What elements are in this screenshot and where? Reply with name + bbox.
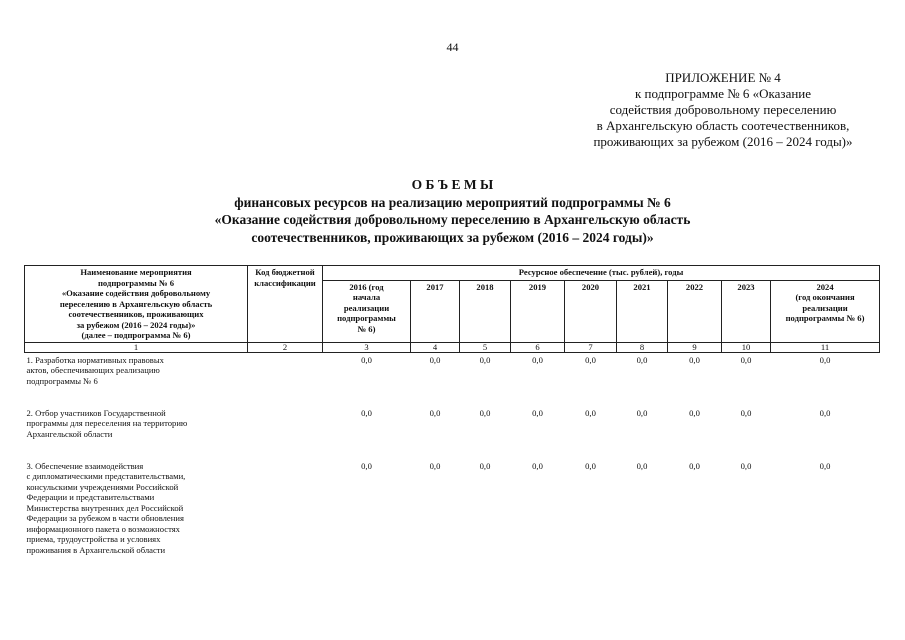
appendix-line: в Архангельскую область соотечественников, (596, 118, 850, 133)
funding-table (24, 265, 880, 574)
table-row (25, 459, 880, 574)
header-year: 2018 (460, 280, 511, 342)
value-cell: 0,0 (361, 354, 372, 365)
value-cell: 0,0 (585, 460, 596, 471)
value-cell: 0,0 (819, 460, 831, 471)
appendix-line: проживающих за рубежом (2016 – 2024 годы)» (593, 134, 853, 149)
column-number: 1 (25, 342, 248, 352)
column-number: 3 (323, 342, 411, 352)
header-activity-name: Наименование мероприятия подпрограммы № 6 «Оказание содействия добровольному переселению в Архангельскую область соотечественников, проживающих за рубежом (2016 – 2024 годы)» (далее – подпрограмма № 6) (25, 266, 248, 343)
appendix-line: содействия добровольному переселению (609, 102, 837, 117)
activity-name: 3. Обеспечение взаимодействия с дипломатическими представительствами, консульскими учреждениями Российской Федерации и представительствами Министерства внутренних дел Российской Федерации за рубежом в части обновления информационного пакета о возможностях приема, трудоустройства и условиях проживания в Архангельской области (26, 460, 186, 555)
document-title (0, 176, 905, 246)
value-cell: 0,0 (585, 407, 596, 418)
value-cell: 0,0 (479, 407, 491, 418)
column-number: 2 (248, 342, 323, 352)
value-cell: 0,0 (819, 354, 831, 365)
value-cell: 0,0 (689, 460, 700, 471)
column-number: 5 (460, 342, 511, 352)
header-year: 2017 (411, 280, 460, 342)
value-cell: 0,0 (689, 354, 700, 365)
value-cell: 0,0 (479, 354, 491, 365)
header-year-2016: 2016 (год начала реализации подпрограммы № 6) (323, 280, 411, 342)
value-cell: 0,0 (636, 354, 648, 365)
title-line: финансовых ресурсов на реализацию мероприятий подпрограммы № 6 (234, 194, 671, 210)
header-year: 2020 (565, 280, 617, 342)
column-number: 6 (511, 342, 565, 352)
value-cell: 0,0 (740, 407, 752, 418)
header-resources: Ресурсное обеспечение (тыс. рублей), годы (323, 266, 880, 281)
value-cell: 0,0 (636, 407, 648, 418)
value-cell: 0,0 (819, 407, 831, 418)
column-number: 11 (771, 342, 880, 352)
column-number: 8 (617, 342, 668, 352)
appendix-line: ПРИЛОЖЕНИЕ № 4 (665, 70, 781, 85)
activity-name: 2. Отбор участников Государственной программы для переселения на территорию Архангельской области (26, 407, 188, 439)
appendix-line: к подпрограмме № 6 «Оказание (634, 86, 812, 101)
column-number-row (25, 342, 880, 352)
value-cell: 0,0 (740, 354, 752, 365)
value-cell: 0,0 (429, 460, 441, 471)
header-year: 2019 (511, 280, 565, 342)
value-cell: 0,0 (740, 460, 752, 471)
value-cell: 0,0 (689, 407, 700, 418)
column-number: 10 (722, 342, 771, 352)
table-row (25, 406, 880, 459)
header-year: 2023 (722, 280, 771, 342)
budget-code-cell (248, 352, 323, 406)
title-line: «Оказание содействия добровольному переселению в Архангельскую область (214, 212, 691, 227)
column-number: 7 (565, 342, 617, 352)
value-cell: 0,0 (532, 460, 543, 471)
column-number: 9 (668, 342, 722, 352)
value-cell: 0,0 (429, 407, 441, 418)
activity-name: 1. Разработка нормативных правовых актов, обеспечивающих реализацию подпрограммы № 6 (26, 354, 164, 386)
value-cell: 0,0 (429, 354, 441, 365)
table-row (25, 352, 880, 406)
header-year: 2022 (668, 280, 722, 342)
value-cell: 0,0 (585, 354, 596, 365)
title-line: соотечественников, проживающих за рубежом (2016 – 2024 годы)» (251, 229, 654, 245)
title-heading: О Б Ъ Е М Ы (411, 177, 494, 192)
header-year: 2021 (617, 280, 668, 342)
value-cell: 0,0 (361, 460, 372, 471)
value-cell: 0,0 (636, 460, 648, 471)
column-number: 4 (411, 342, 460, 352)
page-number: 44 (446, 40, 459, 54)
value-cell: 0,0 (479, 460, 491, 471)
header-year-2024: 2024 (год окончания реализации подпрограммы № 6) (771, 280, 880, 342)
value-cell: 0,0 (532, 354, 543, 365)
appendix-header (563, 70, 883, 150)
value-cell: 0,0 (532, 407, 543, 418)
header-budget-code: Код бюджетной классификации (248, 266, 323, 343)
budget-code-cell (248, 459, 323, 574)
budget-code-cell (248, 406, 323, 459)
value-cell: 0,0 (361, 407, 372, 418)
